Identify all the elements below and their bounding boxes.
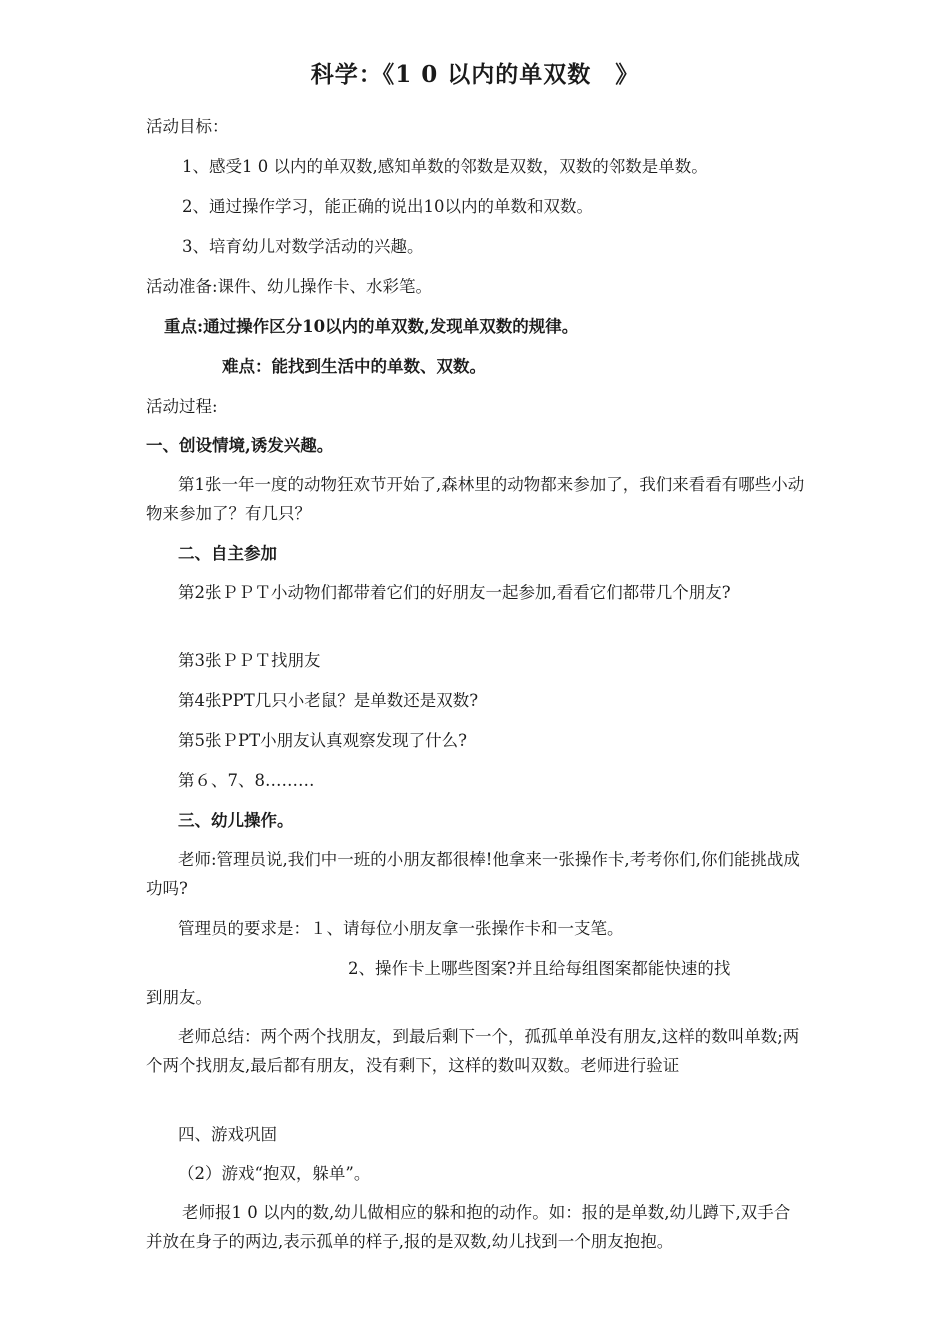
section-1-text: 第1张一年一度的动物狂欢节开始了,森林里的动物都来参加了，我们来看看有哪些小动物来参加了？有几只？ [146,475,805,523]
process-label: 活动过程: [146,397,218,416]
teacher-summary: 老师总结：两个两个找朋友，到最后剩下一个，孤孤单单没有朋友,这样的数叫单数;两个两个找朋友,最后都有朋友，没有剩下，这样的数叫双数。老师进行验证 [146,1027,800,1075]
slide-2-text: 第2张ＰＰＴ小动物们都带着它们的好朋友一起参加,看看它们都带几个朋友? [178,583,731,602]
goals-label: 活动目标： [146,117,229,136]
section-3-heading: 三、幼儿操作。 [178,811,294,830]
requirement-1: 管理员的要求是：１、请每位小朋友拿一张操作卡和一支笔。 [178,919,624,938]
section-1-heading: 一、创设情境,诱发兴趣。 [146,436,334,455]
section-2-heading: 二、自主参加 [178,544,277,563]
slide-5-text: 第5张ＰPT小朋友认真观察发现了什么? [178,731,467,750]
goal-3: 3、培育幼儿对数学活动的兴趣。 [182,237,424,256]
game-text: 老师报1 0 以内的数,幼儿做相应的躲和抱的动作。如：报的是单数,幼儿蹲下,双手合并放在身子的两边,表示孤单的样子,报的是双数,幼儿找到一个朋友抱抱。 [146,1203,791,1251]
slide-4-text: 第4张PPT几只小老鼠？是单数还是双数? [178,691,479,710]
requirement-2-line-2: 到朋友。 [146,988,212,1007]
key-point: 重点:通过操作区分10以内的单双数,发现单双数的规律。 [164,317,579,336]
section-4-heading: 四、游戏巩固 [178,1125,277,1144]
slide-3-text: 第3张ＰＰＴ找朋友 [178,651,321,670]
requirement-2-line-1: 2、操作卡上哪些图案?并且给每组图案都能快速的找 [348,959,731,978]
game-title: （2）游戏“抱双，躲单”。 [178,1164,371,1183]
document-title: 科学：《1 0 以内的单双数 》 [310,61,640,88]
slide-6-text: 第６、7、8……… [178,771,315,790]
goal-2: 2、通过操作学习，能正确的说出10以内的单数和双数。 [182,197,593,216]
teacher-question: 老师:管理员说,我们中一班的小朋友都很棒!他拿来一张操作卡,考考你们,你们能挑战成功吗? [146,850,800,898]
difficulty: 难点：能找到生活中的单数、双数。 [222,357,486,376]
preparation: 活动准备:课件、幼儿操作卡、水彩笔。 [146,277,433,296]
goal-1: 1、感受1 0 以内的单双数,感知单数的邻数是双数，双数的邻数是单数。 [182,157,708,176]
